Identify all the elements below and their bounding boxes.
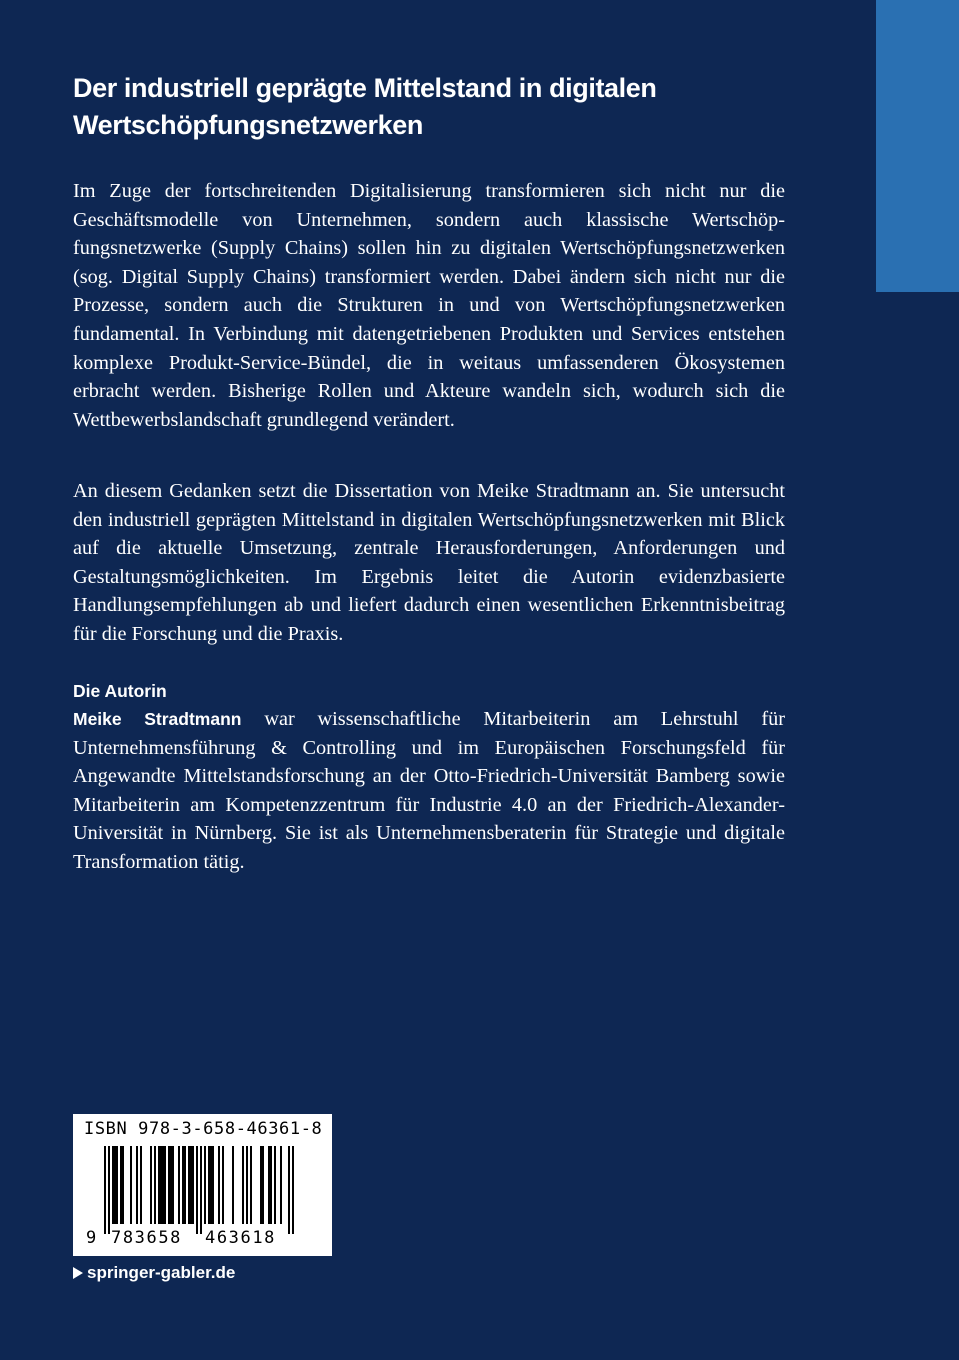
barcode-bar-6 <box>122 1146 124 1224</box>
publisher-link[interactable] <box>73 1262 235 1284</box>
barcode-bar-10 <box>150 1146 152 1224</box>
barcode-bar-2 <box>112 1146 114 1224</box>
barcode-bar-36 <box>250 1146 252 1224</box>
isbn-label: ISBN 978-3-658-46361-8 <box>84 1119 323 1139</box>
barcode-bar-42 <box>280 1146 282 1224</box>
arrow-right-icon <box>73 1267 83 1279</box>
author-name: Meike Stradtmann <box>73 709 242 729</box>
barcode-bar-8 <box>136 1146 138 1224</box>
blurb-paragraph-2: An diesem Gedanken setzt die Dissertation von Meike Stradtmann an. Sie untersucht den industriell geprägten Mittelstand in digitalen Wertschöpfungsnetzwerken mit Blick auf die aktuelle Umsetzung, zentrale Herausforderungen, Anforderungen und Gestaltungsmöglichkeiten. Im Ergebnis leitet die Autorin evidenzbasierte Handlungsempfehlungen ab und liefert dadurch einen wesentlichen Erkenntnisbeitrag für die Forschung und die Praxis. <box>73 480 785 645</box>
barcode-bars <box>104 1146 304 1236</box>
barcode-bar-22 <box>188 1146 190 1224</box>
barcode-bar-27 <box>204 1146 206 1224</box>
barcode-bar-1 <box>108 1146 110 1234</box>
barcode-bar-28 <box>208 1146 210 1224</box>
author-heading: Die Autorin <box>73 681 167 701</box>
barcode-bar-24 <box>192 1146 194 1224</box>
accent-bar <box>876 0 959 292</box>
barcode-bar-30 <box>212 1146 214 1224</box>
title-line-2: Wertschöpfungsnetzwerken <box>73 110 423 140</box>
barcode-bar-32 <box>222 1146 224 1224</box>
barcode-bar-35 <box>246 1146 248 1224</box>
barcode-bar-40 <box>270 1146 272 1224</box>
barcode-bar-18 <box>172 1146 174 1224</box>
author-bio-paragraph <box>73 705 785 877</box>
book-title <box>73 70 793 144</box>
barcode-bar-13 <box>160 1146 162 1224</box>
barcode-bar-15 <box>164 1146 166 1224</box>
barcode-bar-34 <box>242 1146 244 1224</box>
barcode-bar-19 <box>178 1146 180 1224</box>
barcode-bar-41 <box>274 1146 276 1224</box>
barcode-bar-20 <box>182 1146 184 1224</box>
barcode-bar-17 <box>170 1146 172 1224</box>
barcode-bar-25 <box>196 1146 198 1234</box>
barcode-bar-9 <box>140 1146 142 1224</box>
barcode-bar-31 <box>218 1146 220 1224</box>
barcode-bar-39 <box>268 1146 270 1224</box>
barcode-bar-11 <box>154 1146 156 1224</box>
barcode-bar-5 <box>120 1146 122 1224</box>
blurb-paragraph-1: Im Zuge der fortschreitenden Digitalisierung transformieren sich nicht nur die Geschäftsmodelle von Unternehmen, sondern auch klassische Wertschöpfungsnetzwerke (Supply Chains) sollen hin zu digitalen Wertschöpfungsnetzwerken (sog. Digital Supply Chains) transformiert werden. Dabei ändern sich nicht nur die Prozesse, sondern auch die Strukturen in und von Wertschöpfungsnetzwerken fundamental. In Verbindung mit datengetriebenen Produkten und Services entstehen komplexe Produkt-Service-Bündel, die in weitaus umfassenderen Ökosystemen erbracht werden. Bisherige Rollen und Akteure wandeln sich, wodurch sich die Wettbewerbslandschaft grundlegend verändert. <box>73 180 785 431</box>
isbn-barcode <box>73 1114 332 1256</box>
barcode-bar-4 <box>116 1146 118 1224</box>
barcode-bar-33 <box>232 1146 234 1224</box>
ean-right-digits: 463618 <box>205 1228 277 1248</box>
barcode-bar-12 <box>158 1146 160 1224</box>
barcode-bar-7 <box>130 1146 132 1224</box>
barcode-bar-37 <box>260 1146 262 1224</box>
ean-first-digit: 9 <box>86 1228 97 1248</box>
barcode-bar-0 <box>104 1146 106 1234</box>
barcode-bar-21 <box>184 1146 186 1224</box>
author-bio: war wissenschaftliche Mitarbeiterin am Lehrstuhl für Unternehmensführung & Controlling und im Europäischen Forschungsfeld für Angewandte Mittelstandsforschung an der Otto-Friedrich-Universität Bamberg sowie Mitarbeiterin am Kompetenzzentrum für Industrie 4.0 an der Friedrich-Alexander-Universität in Nürnberg. Sie ist als Unternehmensberaterin für Strategie und digitale Transformation tätig. <box>73 708 785 873</box>
barcode-bar-43 <box>288 1146 290 1234</box>
ean-left-digits: 783658 <box>111 1228 183 1248</box>
publisher-link-label: springer-gabler.de <box>87 1263 236 1282</box>
barcode-bar-23 <box>190 1146 192 1224</box>
title-line-1: Der industriell geprägte Mittelstand in digitalen <box>73 73 657 103</box>
barcode-bar-38 <box>262 1146 264 1224</box>
barcode-bar-29 <box>210 1146 212 1224</box>
barcode-bar-14 <box>162 1146 164 1224</box>
barcode-bar-44 <box>292 1146 294 1234</box>
barcode-bar-3 <box>114 1146 116 1224</box>
barcode-bar-26 <box>200 1146 202 1234</box>
barcode-bar-16 <box>168 1146 170 1224</box>
